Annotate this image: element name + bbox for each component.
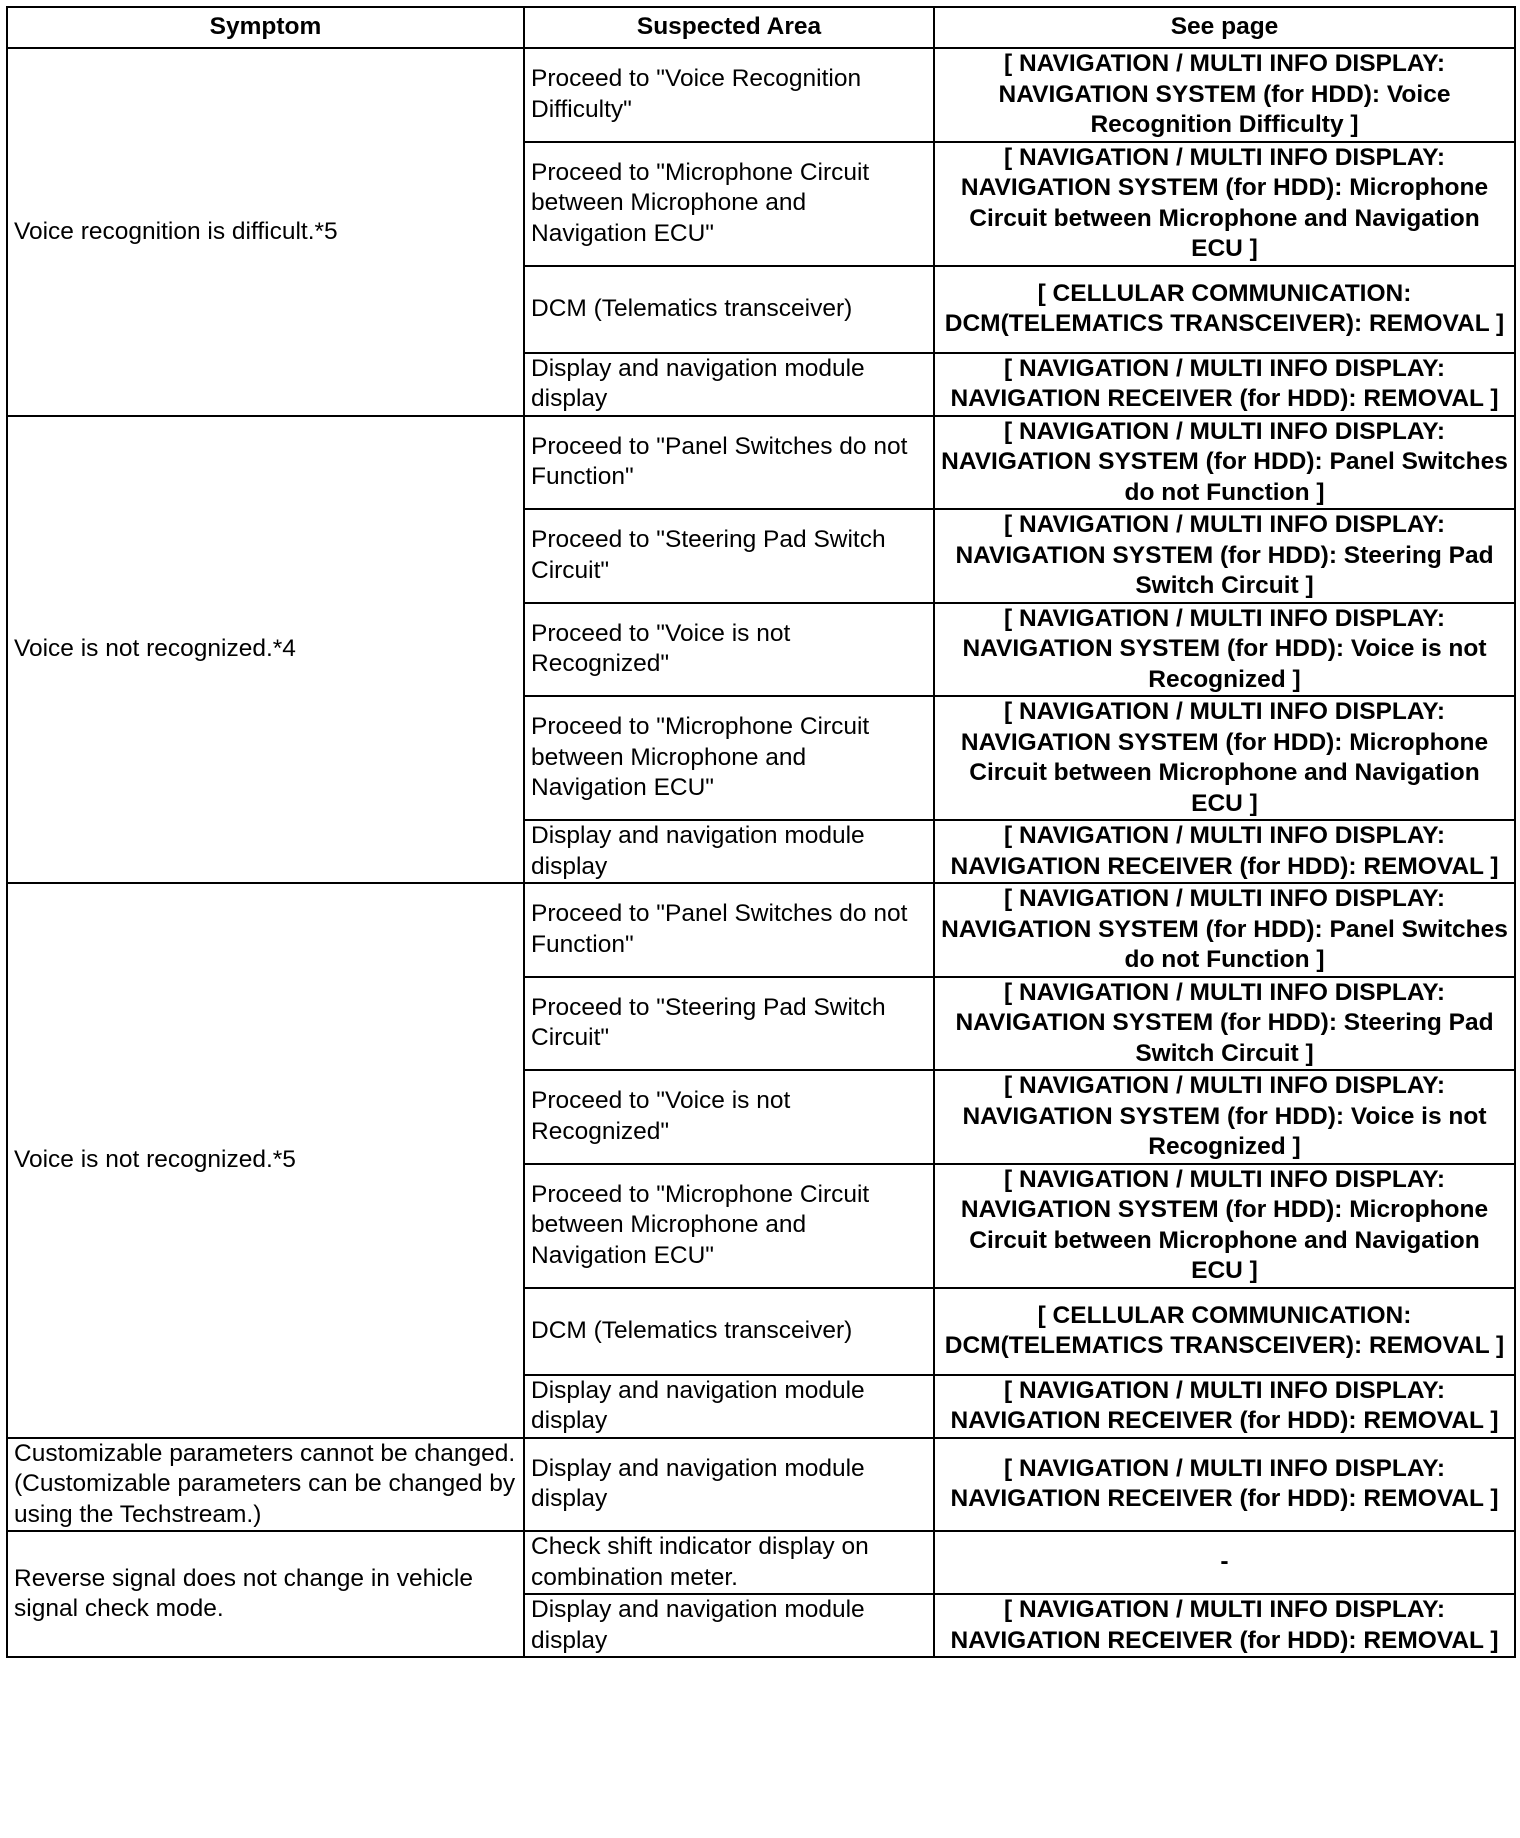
suspected-area-cell: Proceed to "Panel Switches do not Function" — [524, 416, 934, 510]
see-page-link[interactable]: [ NAVIGATION / MULTI INFO DISPLAY: NAVIGATION RECEIVER (for HDD): REMOVAL ] — [934, 1375, 1515, 1438]
troubleshooting-sheet — [6, 6, 1514, 1658]
suspected-area-cell: Proceed to "Panel Switches do not Function" — [524, 883, 934, 977]
suspected-area-cell: DCM (Telematics transceiver) — [524, 266, 934, 353]
suspected-area-cell: Proceed to "Voice Recognition Difficulty" — [524, 48, 934, 142]
suspected-area-cell: Proceed to "Microphone Circuit between Microphone and Navigation ECU" — [524, 1164, 934, 1288]
see-page-link[interactable]: [ NAVIGATION / MULTI INFO DISPLAY: NAVIGATION SYSTEM (for HDD): Panel Switches do not Function ] — [934, 416, 1515, 510]
symptom-cell: Reverse signal does not change in vehicle signal check mode. — [7, 1531, 524, 1657]
suspected-area-cell: Display and navigation module display — [524, 820, 934, 883]
symptom-cell: Voice is not recognized.*5 — [7, 883, 524, 1438]
header-row — [7, 7, 1515, 48]
symptom-cell: Voice recognition is difficult.*5 — [7, 48, 524, 416]
see-page-link[interactable]: [ NAVIGATION / MULTI INFO DISPLAY: NAVIGATION SYSTEM (for HDD): Microphone Circuit between Microphone and Navigation ECU ] — [934, 696, 1515, 820]
problem-symptoms-table — [6, 6, 1516, 1658]
see-page-link[interactable]: [ NAVIGATION / MULTI INFO DISPLAY: NAVIGATION RECEIVER (for HDD): REMOVAL ] — [934, 353, 1515, 416]
symptom-cell: Voice is not recognized.*4 — [7, 416, 524, 884]
suspected-area-cell: Proceed to "Steering Pad Switch Circuit" — [524, 977, 934, 1071]
see-page-link[interactable]: [ CELLULAR COMMUNICATION: DCM(TELEMATICS TRANSCEIVER): REMOVAL ] — [934, 1288, 1515, 1375]
suspected-area-cell: Proceed to "Voice is not Recognized" — [524, 1070, 934, 1164]
see-page-link[interactable]: [ NAVIGATION / MULTI INFO DISPLAY: NAVIGATION SYSTEM (for HDD): Voice is not Recognized ] — [934, 603, 1515, 697]
see-page-link[interactable]: [ NAVIGATION / MULTI INFO DISPLAY: NAVIGATION SYSTEM (for HDD): Microphone Circuit between Microphone and Navigation ECU ] — [934, 142, 1515, 266]
suspected-area-cell: Display and navigation module display — [524, 1594, 934, 1657]
column-header-suspected-area: Suspected Area — [524, 7, 934, 48]
suspected-area-cell: Proceed to "Steering Pad Switch Circuit" — [524, 509, 934, 603]
suspected-area-cell: Display and navigation module display — [524, 353, 934, 416]
see-page-link[interactable]: [ NAVIGATION / MULTI INFO DISPLAY: NAVIGATION SYSTEM (for HDD): Voice is not Recognized ] — [934, 1070, 1515, 1164]
table-row — [7, 1531, 1515, 1594]
column-header-see-page: See page — [934, 7, 1515, 48]
see-page-link[interactable]: [ CELLULAR COMMUNICATION: DCM(TELEMATICS TRANSCEIVER): REMOVAL ] — [934, 266, 1515, 353]
table-row — [7, 1438, 1515, 1532]
suspected-area-cell: Proceed to "Voice is not Recognized" — [524, 603, 934, 697]
suspected-area-cell: Proceed to "Microphone Circuit between Microphone and Navigation ECU" — [524, 696, 934, 820]
suspected-area-cell: Check shift indicator display on combination meter. — [524, 1531, 934, 1594]
see-page-link[interactable]: [ NAVIGATION / MULTI INFO DISPLAY: NAVIGATION RECEIVER (for HDD): REMOVAL ] — [934, 1438, 1515, 1532]
column-header-symptom: Symptom — [7, 7, 524, 48]
see-page-link[interactable]: [ NAVIGATION / MULTI INFO DISPLAY: NAVIGATION SYSTEM (for HDD): Steering Pad Switch Circuit ] — [934, 977, 1515, 1071]
see-page-link[interactable]: [ NAVIGATION / MULTI INFO DISPLAY: NAVIGATION SYSTEM (for HDD): Steering Pad Switch Circuit ] — [934, 509, 1515, 603]
suspected-area-cell: Display and navigation module display — [524, 1375, 934, 1438]
table-row — [7, 48, 1515, 142]
see-page-link[interactable]: [ NAVIGATION / MULTI INFO DISPLAY: NAVIGATION RECEIVER (for HDD): REMOVAL ] — [934, 820, 1515, 883]
table-row — [7, 416, 1515, 510]
see-page-link[interactable]: [ NAVIGATION / MULTI INFO DISPLAY: NAVIGATION SYSTEM (for HDD): Microphone Circuit between Microphone and Navigation ECU ] — [934, 1164, 1515, 1288]
suspected-area-cell: Display and navigation module display — [524, 1438, 934, 1532]
table-row — [7, 883, 1515, 977]
suspected-area-cell: Proceed to "Microphone Circuit between Microphone and Navigation ECU" — [524, 142, 934, 266]
see-page-link[interactable]: [ NAVIGATION / MULTI INFO DISPLAY: NAVIGATION SYSTEM (for HDD): Voice Recognition Difficulty ] — [934, 48, 1515, 142]
suspected-area-cell: DCM (Telematics transceiver) — [524, 1288, 934, 1375]
see-page-link[interactable]: [ NAVIGATION / MULTI INFO DISPLAY: NAVIGATION RECEIVER (for HDD): REMOVAL ] — [934, 1594, 1515, 1657]
symptom-cell: Customizable parameters cannot be changed. (Customizable parameters can be changed by using the Techstream.) — [7, 1438, 524, 1532]
see-page-link[interactable]: [ NAVIGATION / MULTI INFO DISPLAY: NAVIGATION SYSTEM (for HDD): Panel Switches do not Function ] — [934, 883, 1515, 977]
see-page-text: - — [934, 1531, 1515, 1594]
